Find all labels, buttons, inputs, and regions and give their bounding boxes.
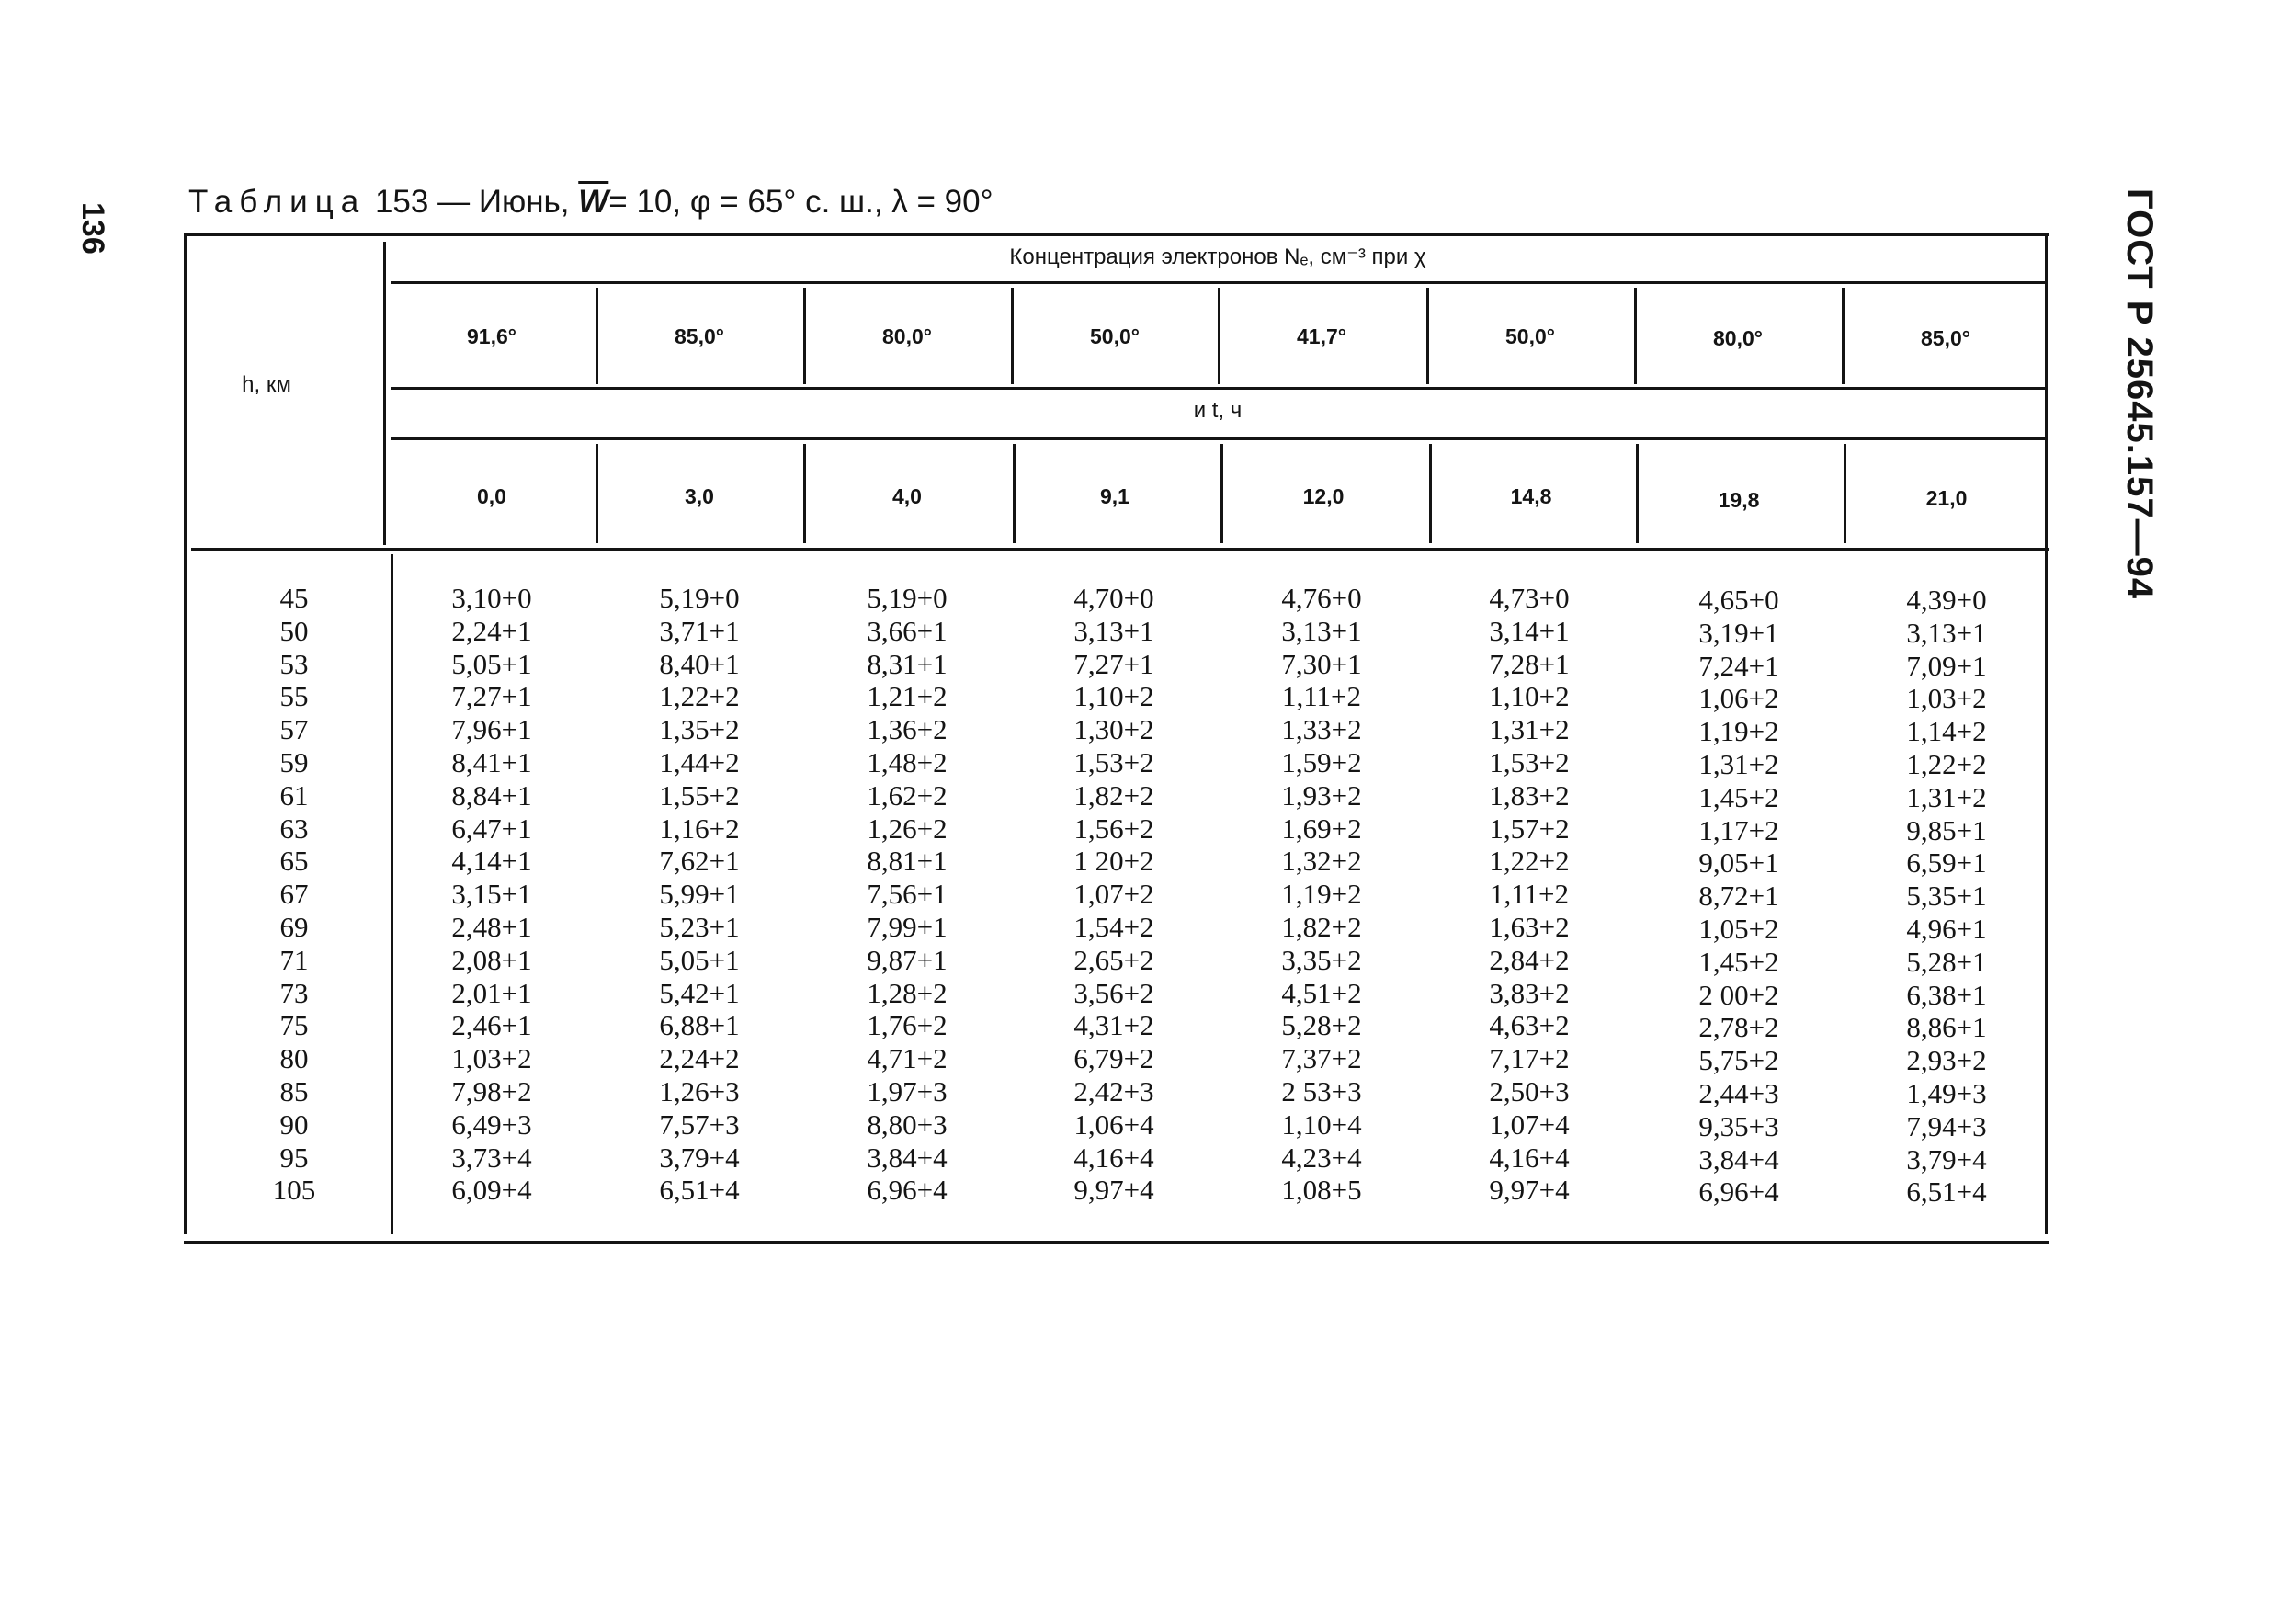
chi-divider: [596, 288, 598, 384]
h-value: 50: [279, 614, 309, 647]
ne-cell: 5,42+1: [659, 976, 740, 1009]
ne-cell: 1,22+2: [1906, 747, 1987, 780]
caption-label: Таблица: [188, 184, 367, 220]
ne-cell: 1,55+2: [659, 778, 740, 812]
ne-cell: 9,97+4: [1489, 1174, 1570, 1207]
chi-value: 50,0°: [1505, 324, 1555, 348]
t-value: 12,0: [1302, 484, 1345, 508]
ne-cell: 3,56+2: [1073, 976, 1154, 1009]
ne-cell: 4,16+4: [1489, 1141, 1570, 1174]
h-value: 63: [279, 812, 309, 845]
ne-cell: 7,37+2: [1281, 1042, 1362, 1075]
chi-divider: [803, 288, 806, 384]
h-column-divider-header: [383, 242, 386, 545]
t-value: 9,1: [1100, 484, 1129, 508]
ne-cell: 7,27+1: [1073, 647, 1154, 680]
t-divider: [1636, 444, 1639, 543]
t-divider: [1844, 444, 1846, 543]
h-value: 90: [279, 1107, 309, 1141]
ne-cell: 6,38+1: [1906, 978, 1987, 1011]
ne-cell: 6,96+4: [1698, 1175, 1779, 1209]
ne-cell: 7,98+2: [451, 1074, 532, 1107]
ne-cell: 1,54+2: [1073, 910, 1154, 943]
time-header: и t, ч: [1193, 398, 1243, 423]
ne-cell: 1,08+5: [1281, 1174, 1362, 1207]
chi-value: 80,0°: [1713, 326, 1763, 350]
ne-cell: 3,14+1: [1489, 614, 1570, 647]
ne-cell: 1,03+2: [451, 1042, 532, 1075]
chi-value: 85,0°: [1921, 326, 1970, 350]
caption-params: = 10, φ = 65° с. ш., λ = 90°: [608, 184, 993, 220]
ne-cell: 1,97+3: [867, 1074, 948, 1107]
ne-cell: 1,07+2: [1073, 878, 1154, 911]
ne-cell: 1,30+2: [1073, 713, 1154, 746]
t-divider: [1220, 444, 1223, 543]
chi-value: 80,0°: [882, 324, 932, 348]
ne-cell: 1,10+2: [1489, 680, 1570, 713]
ne-cell: 3,13+1: [1281, 614, 1362, 647]
ne-cell: 1 20+2: [1073, 845, 1154, 878]
ne-cell: 4,63+2: [1489, 1009, 1570, 1042]
ne-cell: 1,56+2: [1073, 812, 1154, 845]
ne-cell: 3,84+4: [1698, 1142, 1779, 1175]
chi-divider: [1011, 288, 1014, 384]
table-bottom-rule: [184, 1241, 2049, 1244]
t-divider: [803, 444, 806, 543]
chi-row-rule: [391, 387, 2045, 390]
h-values-column: [239, 582, 349, 1207]
t-value: 14,8: [1510, 484, 1552, 508]
ne-cell: 7,57+3: [659, 1107, 740, 1141]
ne-cell: 4,16+4: [1073, 1141, 1154, 1174]
ne-cell: 3,15+1: [451, 878, 532, 911]
ne-column-3: [824, 582, 990, 1207]
ne-cell: 3,19+1: [1698, 616, 1779, 649]
ne-cell: 2,50+3: [1489, 1074, 1570, 1107]
t-divider: [1013, 444, 1016, 543]
h-value: 85: [279, 1074, 309, 1107]
ne-cell: 5,99+1: [659, 878, 740, 911]
ne-cell: 7,56+1: [867, 878, 948, 911]
ne-column-1: [409, 582, 574, 1207]
ne-cell: 1,26+2: [867, 812, 948, 845]
ne-cell: 1,22+2: [1489, 845, 1570, 878]
ne-cell: 2,93+2: [1906, 1044, 1987, 1077]
ne-cell: 1,83+2: [1489, 778, 1570, 812]
ne-cell: 2,84+2: [1489, 943, 1570, 976]
ne-cell: 1,07+4: [1489, 1107, 1570, 1141]
chi-value: 91,6°: [467, 324, 516, 348]
ne-cell: 9,35+3: [1698, 1109, 1779, 1142]
ne-cell: 4,65+0: [1698, 584, 1779, 616]
ne-cell: 1,44+2: [659, 745, 740, 778]
ne-column-6: [1447, 582, 1612, 1207]
ne-cell: 4,14+1: [451, 845, 532, 878]
ne-cell: 6,96+4: [867, 1174, 948, 1207]
ne-cell: 7,62+1: [659, 845, 740, 878]
ne-cell: 4,96+1: [1906, 912, 1987, 945]
ne-cell: 1,31+2: [1698, 747, 1779, 780]
ne-cell: 4,76+0: [1281, 582, 1362, 614]
ne-cell: 4,71+2: [867, 1042, 948, 1075]
ne-cell: 8,31+1: [867, 647, 948, 680]
chi-value: 50,0°: [1090, 324, 1140, 348]
ne-cell: 1,31+2: [1489, 713, 1570, 746]
ne-cell: 1,16+2: [659, 812, 740, 845]
ne-cell: 4,70+0: [1073, 582, 1154, 614]
ne-cell: 8,86+1: [1906, 1011, 1987, 1044]
ne-cell: 5,35+1: [1906, 880, 1987, 913]
t-value: 4,0: [892, 484, 922, 508]
ne-cell: 8,80+3: [867, 1107, 948, 1141]
chi-divider: [1426, 288, 1429, 384]
ne-cell: 5,05+1: [451, 647, 532, 680]
ne-column-5: [1239, 582, 1404, 1207]
caption-w-symbol: $\overline{W}$: [578, 184, 609, 220]
ne-cell: 5,28+1: [1906, 945, 1987, 978]
document-code: ГОСТ Р 25645.157—94: [2119, 188, 2160, 600]
ne-cell: 1,36+2: [867, 713, 948, 746]
ne-column-4: [1031, 582, 1197, 1207]
table-caption: [188, 184, 993, 221]
table-body: [184, 582, 2049, 1225]
ne-column-8: [1864, 584, 2029, 1209]
h-column-header: h, км: [242, 372, 291, 397]
ne-cell: 7,99+1: [867, 910, 948, 943]
ne-cell: 3,35+2: [1281, 943, 1362, 976]
chi-divider: [1634, 288, 1637, 384]
ne-cell: 9,97+4: [1073, 1174, 1154, 1207]
ne-cell: 7,27+1: [451, 680, 532, 713]
h-value: 65: [279, 845, 309, 878]
ne-cell: 2,01+1: [451, 976, 532, 1009]
ne-cell: 6,88+1: [659, 1009, 740, 1042]
ne-cell: 4,39+0: [1906, 584, 1987, 616]
ne-cell: 9,85+1: [1906, 813, 1987, 846]
t-divider: [1429, 444, 1432, 543]
ne-cell: 6,51+4: [1906, 1175, 1987, 1209]
ne-cell: 1,59+2: [1281, 745, 1362, 778]
ne-cell: 2,08+1: [451, 943, 532, 976]
ne-cell: 7,17+2: [1489, 1042, 1570, 1075]
h-value: 80: [279, 1042, 309, 1075]
ne-cell: 1,10+2: [1073, 680, 1154, 713]
ne-cell: 1,33+2: [1281, 713, 1362, 746]
ne-cell: 1,53+2: [1489, 745, 1570, 778]
ne-cell: 1,53+2: [1073, 745, 1154, 778]
ne-cell: 4,23+4: [1281, 1141, 1362, 1174]
ne-cell: 1,22+2: [659, 680, 740, 713]
ne-cell: 5,75+2: [1698, 1044, 1779, 1077]
ne-cell: 1,45+2: [1698, 780, 1779, 813]
ne-cell: 1,62+2: [867, 778, 948, 812]
h-value: 69: [279, 910, 309, 943]
ne-cell: 3,73+4: [451, 1141, 532, 1174]
h-value: 67: [279, 878, 309, 911]
table-top-rule: [184, 233, 2049, 236]
h-value: 75: [279, 1009, 309, 1042]
chi-divider: [1218, 288, 1220, 384]
ne-cell: 1,82+2: [1073, 778, 1154, 812]
ne-cell: 8,40+1: [659, 647, 740, 680]
h-value: 45: [279, 582, 309, 614]
concentration-header: Концентрация электронов Nₑ, см⁻³ при χ: [1009, 244, 1426, 269]
ne-cell: 1,06+2: [1698, 682, 1779, 715]
ne-cell: 3,66+1: [867, 614, 948, 647]
ne-cell: 3,13+1: [1073, 614, 1154, 647]
ne-cell: 5,28+2: [1281, 1009, 1362, 1042]
ne-cell: 1,06+4: [1073, 1107, 1154, 1141]
ne-cell: 2,48+1: [451, 910, 532, 943]
ne-cell: 5,23+1: [659, 910, 740, 943]
ne-cell: 1,10+4: [1281, 1107, 1362, 1141]
ne-column-2: [617, 582, 782, 1207]
ne-cell: 1,28+2: [867, 976, 948, 1009]
ne-cell: 1,03+2: [1906, 682, 1987, 715]
ne-cell: 2,24+1: [451, 614, 532, 647]
ne-cell: 1,19+2: [1281, 878, 1362, 911]
ne-cell: 7,28+1: [1489, 647, 1570, 680]
t-value: 3,0: [685, 484, 714, 508]
ne-cell: 1,21+2: [867, 680, 948, 713]
ne-column-7: [1656, 584, 1822, 1209]
ne-cell: 3,71+1: [659, 614, 740, 647]
table-header-bottom-rule: [191, 548, 2049, 551]
ne-cell: 1,26+3: [659, 1074, 740, 1107]
h-value: 57: [279, 713, 309, 746]
h-value: 61: [279, 778, 309, 812]
chi-divider: [1842, 288, 1845, 384]
ne-cell: 2,44+3: [1698, 1076, 1779, 1109]
ne-cell: 1,14+2: [1906, 715, 1987, 748]
ne-cell: 6,09+4: [451, 1174, 532, 1207]
ne-cell: 2,78+2: [1698, 1011, 1779, 1044]
t-value: 0,0: [477, 484, 506, 508]
ne-cell: 6,59+1: [1906, 846, 1987, 880]
h-value: 53: [279, 647, 309, 680]
data-table: [184, 233, 2049, 1244]
mid-header-rule: [391, 437, 2045, 440]
ne-cell: 1,93+2: [1281, 778, 1362, 812]
top-header-rule: [391, 281, 2045, 284]
t-value: 19,8: [1718, 488, 1760, 512]
chi-value: 41,7°: [1297, 324, 1346, 348]
ne-cell: 1,05+2: [1698, 912, 1779, 945]
ne-cell: 8,84+1: [451, 778, 532, 812]
h-value: 105: [272, 1174, 316, 1207]
ne-cell: 8,72+1: [1698, 880, 1779, 913]
ne-cell: 6,49+3: [451, 1107, 532, 1141]
ne-cell: 1,31+2: [1906, 780, 1987, 813]
t-value: 21,0: [1925, 486, 1968, 510]
ne-cell: 3,84+4: [867, 1141, 948, 1174]
ne-cell: 7,24+1: [1698, 649, 1779, 682]
caption-number: 153 — Июнь,: [374, 184, 570, 220]
ne-cell: 2,65+2: [1073, 943, 1154, 976]
ne-cell: 1,17+2: [1698, 813, 1779, 846]
ne-cell: 1,49+3: [1906, 1076, 1987, 1109]
ne-cell: 2 00+2: [1698, 978, 1779, 1011]
ne-cell: 1,48+2: [867, 745, 948, 778]
ne-cell: 1,11+2: [1489, 878, 1570, 911]
ne-cell: 6,51+4: [659, 1174, 740, 1207]
ne-cell: 1,35+2: [659, 713, 740, 746]
ne-cell: 1,19+2: [1698, 715, 1779, 748]
ne-cell: 1,69+2: [1281, 812, 1362, 845]
ne-cell: 4,73+0: [1489, 582, 1570, 614]
ne-cell: 8,81+1: [867, 845, 948, 878]
h-value: 55: [279, 680, 309, 713]
ne-cell: 2,24+2: [659, 1042, 740, 1075]
ne-cell: 1,11+2: [1281, 680, 1362, 713]
ne-cell: 3,13+1: [1906, 616, 1987, 649]
h-value: 95: [279, 1141, 309, 1174]
ne-cell: 8,41+1: [451, 745, 532, 778]
ne-cell: 6,47+1: [451, 812, 532, 845]
ne-cell: 9,87+1: [867, 943, 948, 976]
ne-cell: 3,79+4: [1906, 1142, 1987, 1175]
ne-cell: 6,79+2: [1073, 1042, 1154, 1075]
ne-cell: 4,51+2: [1281, 976, 1362, 1009]
ne-cell: 1,32+2: [1281, 845, 1362, 878]
ne-cell: 3,10+0: [451, 582, 532, 614]
ne-cell: 1,76+2: [867, 1009, 948, 1042]
ne-cell: 1,57+2: [1489, 812, 1570, 845]
ne-cell: 5,19+0: [867, 582, 948, 614]
ne-cell: 7,09+1: [1906, 649, 1987, 682]
ne-cell: 1,82+2: [1281, 910, 1362, 943]
t-divider: [596, 444, 598, 543]
chi-value: 85,0°: [675, 324, 724, 348]
ne-cell: 1,45+2: [1698, 945, 1779, 978]
ne-cell: 5,05+1: [659, 943, 740, 976]
ne-cell: 2 53+3: [1281, 1074, 1362, 1107]
page-number: 136: [75, 202, 110, 255]
ne-cell: 4,31+2: [1073, 1009, 1154, 1042]
ne-cell: 1,63+2: [1489, 910, 1570, 943]
ne-cell: 9,05+1: [1698, 846, 1779, 880]
ne-cell: 5,19+0: [659, 582, 740, 614]
h-value: 73: [279, 976, 309, 1009]
ne-cell: 3,79+4: [659, 1141, 740, 1174]
ne-cell: 7,96+1: [451, 713, 532, 746]
ne-cell: 7,94+3: [1906, 1109, 1987, 1142]
h-value: 59: [279, 745, 309, 778]
ne-cell: 2,46+1: [451, 1009, 532, 1042]
ne-cell: 3,83+2: [1489, 976, 1570, 1009]
h-value: 71: [279, 943, 309, 976]
ne-cell: 2,42+3: [1073, 1074, 1154, 1107]
ne-cell: 7,30+1: [1281, 647, 1362, 680]
